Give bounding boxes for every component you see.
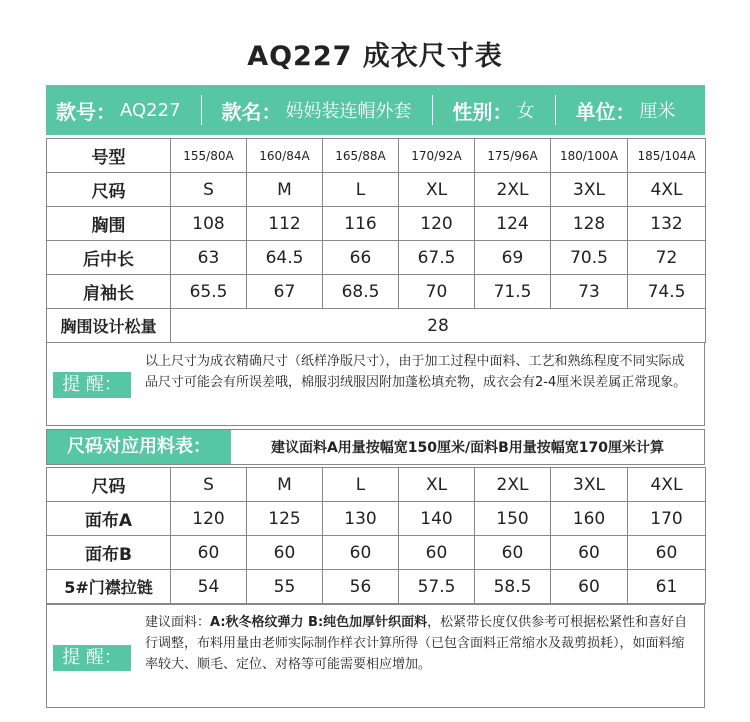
- reminder-box: [46, 604, 705, 708]
- fabric-table: [46, 467, 706, 604]
- table-cell: 128: [551, 207, 628, 241]
- table-cell: 120: [399, 207, 475, 241]
- table-cell: 60: [323, 536, 399, 570]
- table-cell: 120: [171, 502, 247, 536]
- gender-label: 性别：: [452, 99, 513, 124]
- table-cell: 71.5: [475, 275, 551, 309]
- table-cell: 56: [323, 570, 399, 604]
- table-cell: 3XL: [551, 468, 628, 502]
- table-cell: 4XL: [628, 468, 706, 502]
- table-cell: 60: [628, 536, 706, 570]
- table-row: [47, 570, 706, 604]
- row-label: 后中长: [47, 241, 171, 275]
- table-cell: 140: [399, 502, 475, 536]
- style-number: [56, 85, 181, 135]
- fabric-usage-label: 尺码对应用料表：: [47, 430, 231, 464]
- product-info-bar: [46, 85, 705, 135]
- divider: [555, 95, 556, 125]
- table-cell: 60: [399, 536, 475, 570]
- style-number-value: AQ227: [120, 99, 181, 121]
- row-label: 5#门襟拉链: [47, 570, 171, 604]
- size-table: [46, 138, 706, 343]
- table-cell: S: [171, 173, 247, 207]
- table-cell: 125: [247, 502, 323, 536]
- table-cell: 160/84A: [247, 139, 323, 173]
- divider: [201, 95, 202, 125]
- table-cell: 175/96A: [475, 139, 551, 173]
- table-cell: 28: [171, 309, 706, 343]
- table-cell: 68.5: [323, 275, 399, 309]
- table-cell: 180/100A: [551, 139, 628, 173]
- table-cell: XL: [399, 468, 475, 502]
- table-cell: 67: [247, 275, 323, 309]
- table-cell: 155/80A: [171, 139, 247, 173]
- reminder-box: [46, 342, 705, 426]
- table-cell: 165/88A: [323, 139, 399, 173]
- style-name-value: 妈妈装连帽外套: [285, 101, 412, 122]
- table-cell: 130: [323, 502, 399, 536]
- table-cell: 60: [551, 570, 628, 604]
- table-cell: 170/92A: [399, 139, 475, 173]
- divider: [432, 95, 433, 125]
- style-number-label: 款号：: [56, 99, 116, 124]
- style-name: [222, 85, 412, 135]
- table-cell: 60: [247, 536, 323, 570]
- reminder-text-fabrics: A:秋冬格纹弹力 B:纯色加厚针织面料: [210, 615, 428, 630]
- table-cell: 70.5: [551, 241, 628, 275]
- row-label: 肩袖长: [47, 275, 171, 309]
- table-cell: 60: [171, 536, 247, 570]
- table-cell: 2XL: [475, 468, 551, 502]
- table-cell: XL: [399, 173, 475, 207]
- table-cell: 73: [551, 275, 628, 309]
- table-cell: 185/104A: [628, 139, 706, 173]
- table-cell: 160: [551, 502, 628, 536]
- table-cell: 70: [399, 275, 475, 309]
- row-label: 号型: [47, 139, 171, 173]
- row-label: 胸围设计松量: [47, 309, 171, 343]
- gender: [453, 85, 535, 135]
- row-label: 面布B: [47, 536, 171, 570]
- table-cell: 170: [628, 502, 706, 536]
- row-label: 胸围: [47, 207, 171, 241]
- table-cell: 55: [247, 570, 323, 604]
- table-cell: S: [171, 468, 247, 502]
- table-cell: 4XL: [628, 173, 706, 207]
- table-cell: 2XL: [475, 173, 551, 207]
- table-cell: 54: [171, 570, 247, 604]
- table-row: [47, 502, 706, 536]
- table-cell: 112: [247, 207, 323, 241]
- table-cell: 67.5: [399, 241, 475, 275]
- reminder-text: [145, 612, 694, 675]
- reminder-text-lead: 建议面料：: [145, 615, 211, 630]
- table-cell: 63: [171, 241, 247, 275]
- row-label: 面布A: [47, 502, 171, 536]
- row-label: 尺码: [47, 173, 171, 207]
- table-row: [47, 275, 706, 309]
- gender-value: 女: [516, 101, 535, 122]
- table-cell: 132: [628, 207, 706, 241]
- table-cell: 66: [323, 241, 399, 275]
- table-cell: 116: [323, 207, 399, 241]
- table-cell: 108: [171, 207, 247, 241]
- table-cell: 72: [628, 241, 706, 275]
- table-row: [47, 241, 706, 275]
- reminder-badge: 提 醒：: [53, 645, 131, 671]
- table-cell: 61: [628, 570, 706, 604]
- table-cell: M: [247, 173, 323, 207]
- table-cell: 65.5: [171, 275, 247, 309]
- table-cell: 3XL: [551, 173, 628, 207]
- table-cell: 58.5: [475, 570, 551, 604]
- table-cell: 60: [551, 536, 628, 570]
- style-name-label: 款名：: [221, 99, 282, 124]
- table-cell: 57.5: [399, 570, 475, 604]
- table-cell: L: [323, 468, 399, 502]
- table-cell: 124: [475, 207, 551, 241]
- row-label: 尺码: [47, 468, 171, 502]
- table-cell: 69: [475, 241, 551, 275]
- table-row: [47, 536, 706, 570]
- unit-value: 厘米: [639, 101, 676, 122]
- table-cell: 150: [475, 502, 551, 536]
- reminder-text-rest: ，松紧带长度仅供参考可根据松紧性和喜好自行调整，布料用量由老师实际制作样衣计算所得（已包含面料正常缩水及裁剪损耗），如面料缩率较大、顺毛、定位、对格等可能需要相应增加。: [145, 615, 688, 672]
- table-cell: 60: [475, 536, 551, 570]
- unit: [576, 85, 676, 135]
- table-cell: M: [247, 468, 323, 502]
- table-row: [47, 309, 706, 343]
- table-cell: L: [323, 173, 399, 207]
- unit-label: 单位：: [575, 99, 636, 124]
- table-row: [47, 468, 706, 502]
- table-row: [47, 173, 706, 207]
- page-title: AQ227 成衣尺寸表: [247, 41, 503, 72]
- reminder-badge: 提 醒：: [53, 372, 131, 398]
- table-cell: 74.5: [628, 275, 706, 309]
- table-row: [47, 139, 706, 173]
- fabric-usage-note: 建议面料A用量按幅宽150厘米/面料B用量按幅宽170厘米计算: [270, 440, 665, 456]
- reminder-text: 以上尺寸为成衣精确尺寸（纸样净版尺寸），由于加工过程中面料、工艺和熟练程度不同实际成品尺寸可能会有所误差哦，棉服羽绒服因附加蓬松填充物，成衣会有2-4厘米误差属正常现象。: [145, 354, 687, 390]
- table-row: [47, 207, 706, 241]
- fabric-usage-bar: [46, 429, 705, 465]
- table-cell: 64.5: [247, 241, 323, 275]
